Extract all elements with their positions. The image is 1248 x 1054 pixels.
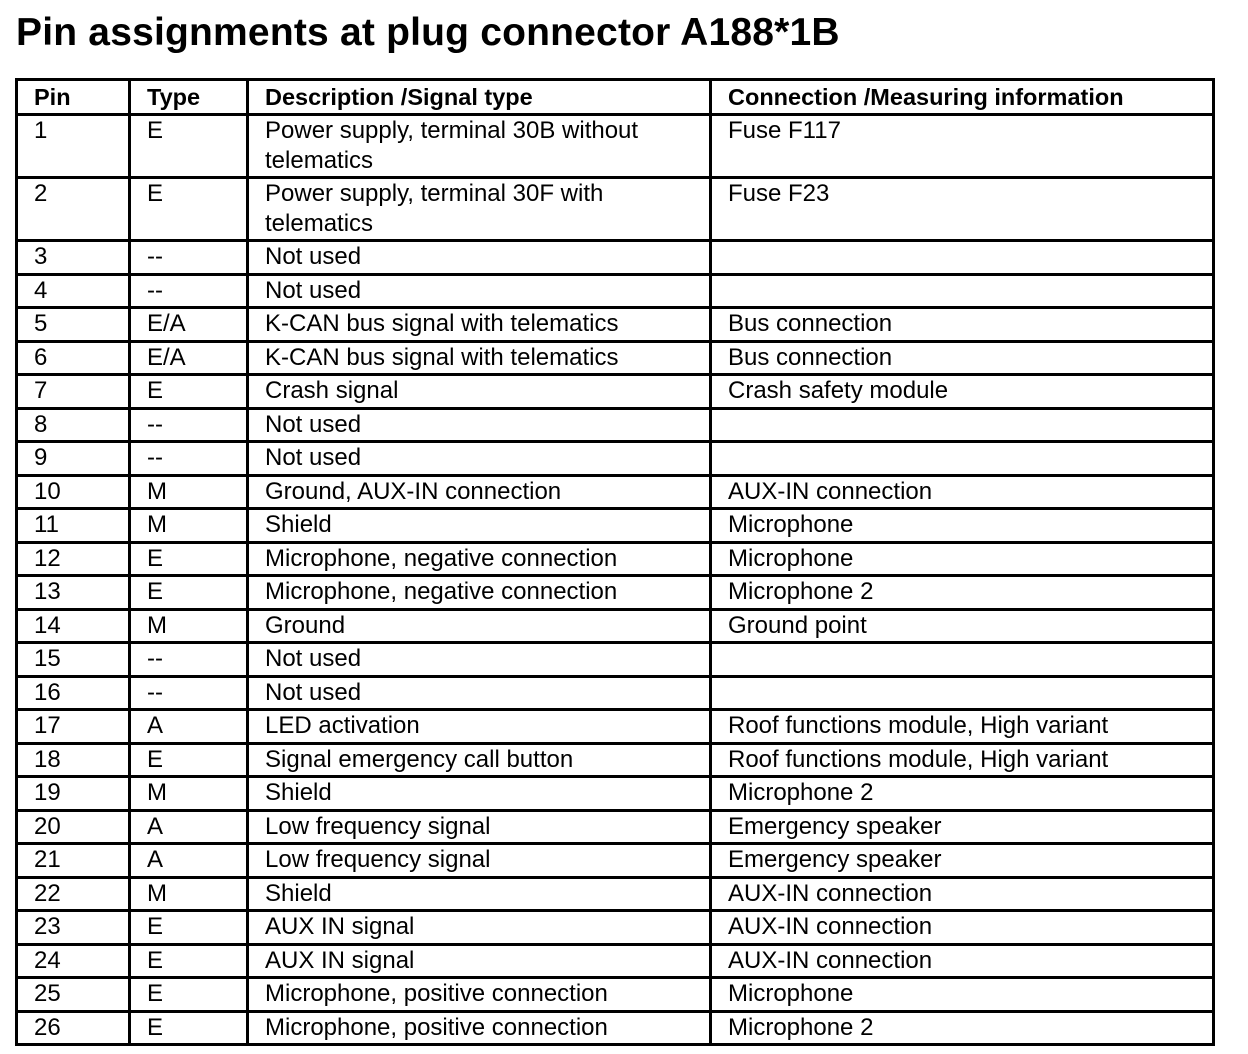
- cell-type: E: [130, 978, 248, 1012]
- cell-type: A: [130, 810, 248, 844]
- cell-connection: Ground point: [711, 609, 1214, 643]
- cell-connection: AUX-IN connection: [711, 877, 1214, 911]
- cell-pin: 21: [17, 844, 130, 878]
- cell-type: M: [130, 777, 248, 811]
- cell-pin: 8: [17, 408, 130, 442]
- cell-description: K-CAN bus signal with telematics: [248, 341, 711, 375]
- cell-description: LED activation: [248, 710, 711, 744]
- cell-type: --: [130, 241, 248, 275]
- cell-pin: 2: [17, 178, 130, 241]
- table-row: [17, 643, 1214, 677]
- cell-type: M: [130, 475, 248, 509]
- cell-description: Not used: [248, 442, 711, 476]
- cell-connection: [711, 408, 1214, 442]
- header-connection: Connection /Measuring information: [711, 80, 1214, 115]
- pin-assignment-table: [15, 78, 1215, 1046]
- table-row: [17, 676, 1214, 710]
- table-row: [17, 810, 1214, 844]
- cell-description: AUX IN signal: [248, 944, 711, 978]
- cell-type: M: [130, 609, 248, 643]
- cell-description: Low frequency signal: [248, 810, 711, 844]
- table-header-row: [17, 80, 1214, 115]
- cell-connection: Bus connection: [711, 341, 1214, 375]
- cell-description: Microphone, negative connection: [248, 542, 711, 576]
- cell-type: E: [130, 375, 248, 409]
- cell-description: Microphone, positive connection: [248, 978, 711, 1012]
- cell-pin: 14: [17, 609, 130, 643]
- cell-description: Microphone, negative connection: [248, 576, 711, 610]
- cell-pin: 4: [17, 274, 130, 308]
- header-type: Type: [130, 80, 248, 115]
- table-row: [17, 115, 1214, 178]
- cell-type: E: [130, 115, 248, 178]
- cell-type: A: [130, 844, 248, 878]
- cell-pin: 13: [17, 576, 130, 610]
- cell-description: Ground, AUX-IN connection: [248, 475, 711, 509]
- cell-pin: 1: [17, 115, 130, 178]
- cell-type: A: [130, 710, 248, 744]
- table-row: [17, 877, 1214, 911]
- cell-connection: Roof functions module, High variant: [711, 710, 1214, 744]
- cell-type: E: [130, 1011, 248, 1045]
- table-row: [17, 274, 1214, 308]
- cell-pin: 18: [17, 743, 130, 777]
- cell-pin: 3: [17, 241, 130, 275]
- cell-description: Not used: [248, 643, 711, 677]
- table-row: [17, 408, 1214, 442]
- cell-description: Microphone, positive connection: [248, 1011, 711, 1045]
- cell-connection: Microphone 2: [711, 777, 1214, 811]
- table-row: [17, 1011, 1214, 1045]
- cell-description: Low frequency signal: [248, 844, 711, 878]
- header-pin: Pin: [17, 80, 130, 115]
- cell-pin: 7: [17, 375, 130, 409]
- cell-pin: 19: [17, 777, 130, 811]
- cell-type: E/A: [130, 341, 248, 375]
- table-row: [17, 475, 1214, 509]
- cell-description: Ground: [248, 609, 711, 643]
- cell-type: E: [130, 542, 248, 576]
- cell-type: --: [130, 676, 248, 710]
- cell-connection: [711, 442, 1214, 476]
- cell-description: Power supply, terminal 30B without telematics: [248, 115, 711, 178]
- cell-description: Shield: [248, 877, 711, 911]
- cell-pin: 5: [17, 308, 130, 342]
- cell-connection: AUX-IN connection: [711, 911, 1214, 945]
- header-description: Description /Signal type: [248, 80, 711, 115]
- table-row: [17, 241, 1214, 275]
- cell-connection: Fuse F23: [711, 178, 1214, 241]
- cell-type: E: [130, 911, 248, 945]
- cell-pin: 11: [17, 509, 130, 543]
- cell-type: E/A: [130, 308, 248, 342]
- cell-pin: 26: [17, 1011, 130, 1045]
- cell-connection: Bus connection: [711, 308, 1214, 342]
- cell-description: AUX IN signal: [248, 911, 711, 945]
- cell-pin: 16: [17, 676, 130, 710]
- page-title: Pin assignments at plug connector A188*1B: [16, 11, 840, 54]
- cell-pin: 12: [17, 542, 130, 576]
- cell-connection: Microphone: [711, 978, 1214, 1012]
- cell-pin: 22: [17, 877, 130, 911]
- cell-connection: Fuse F117: [711, 115, 1214, 178]
- cell-type: --: [130, 408, 248, 442]
- cell-description: Not used: [248, 241, 711, 275]
- table-row: [17, 178, 1214, 241]
- cell-pin: 15: [17, 643, 130, 677]
- table-row: [17, 442, 1214, 476]
- cell-description: Shield: [248, 777, 711, 811]
- table-row: [17, 341, 1214, 375]
- table-row: [17, 609, 1214, 643]
- cell-description: Power supply, terminal 30F with telematics: [248, 178, 711, 241]
- cell-pin: 20: [17, 810, 130, 844]
- cell-pin: 10: [17, 475, 130, 509]
- table-row: [17, 978, 1214, 1012]
- table-row: [17, 944, 1214, 978]
- table-row: [17, 743, 1214, 777]
- cell-connection: [711, 643, 1214, 677]
- cell-connection: Microphone: [711, 542, 1214, 576]
- table-row: [17, 375, 1214, 409]
- cell-description: Crash signal: [248, 375, 711, 409]
- cell-connection: Microphone 2: [711, 576, 1214, 610]
- cell-type: E: [130, 743, 248, 777]
- cell-type: E: [130, 178, 248, 241]
- table-row: [17, 308, 1214, 342]
- cell-connection: Microphone: [711, 509, 1214, 543]
- cell-description: Not used: [248, 676, 711, 710]
- cell-pin: 17: [17, 710, 130, 744]
- cell-connection: [711, 241, 1214, 275]
- cell-description: Signal emergency call button: [248, 743, 711, 777]
- cell-connection: Emergency speaker: [711, 844, 1214, 878]
- cell-connection: AUX-IN connection: [711, 944, 1214, 978]
- table-row: [17, 576, 1214, 610]
- cell-pin: 23: [17, 911, 130, 945]
- table-row: [17, 777, 1214, 811]
- table-row: [17, 710, 1214, 744]
- cell-description: Not used: [248, 408, 711, 442]
- cell-type: --: [130, 442, 248, 476]
- cell-pin: 6: [17, 341, 130, 375]
- cell-pin: 9: [17, 442, 130, 476]
- cell-type: E: [130, 576, 248, 610]
- cell-connection: Microphone 2: [711, 1011, 1214, 1045]
- table-row: [17, 844, 1214, 878]
- cell-connection: Roof functions module, High variant: [711, 743, 1214, 777]
- table-row: [17, 542, 1214, 576]
- cell-type: E: [130, 944, 248, 978]
- cell-description: K-CAN bus signal with telematics: [248, 308, 711, 342]
- cell-type: M: [130, 509, 248, 543]
- cell-type: --: [130, 274, 248, 308]
- cell-connection: [711, 676, 1214, 710]
- cell-connection: Emergency speaker: [711, 810, 1214, 844]
- cell-type: --: [130, 643, 248, 677]
- table-row: [17, 911, 1214, 945]
- table-row: [17, 509, 1214, 543]
- cell-pin: 25: [17, 978, 130, 1012]
- cell-description: Not used: [248, 274, 711, 308]
- cell-description: Shield: [248, 509, 711, 543]
- cell-type: M: [130, 877, 248, 911]
- cell-connection: Crash safety module: [711, 375, 1214, 409]
- cell-connection: AUX-IN connection: [711, 475, 1214, 509]
- cell-connection: [711, 274, 1214, 308]
- cell-pin: 24: [17, 944, 130, 978]
